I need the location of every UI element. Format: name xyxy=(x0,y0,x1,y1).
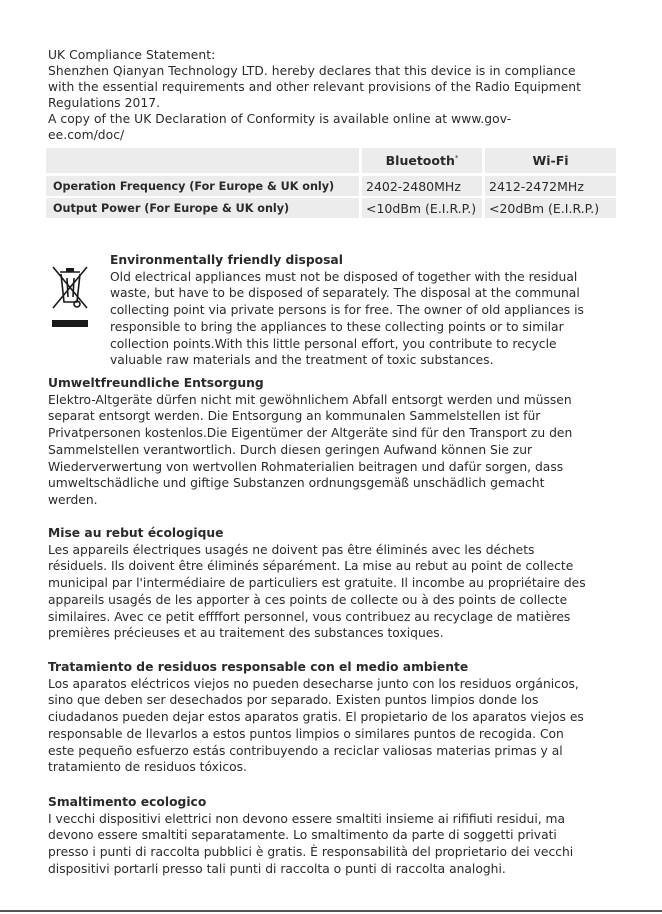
paragraph-line: résiduels. Ils doivent être éliminés séparément. La mise au rebut au point de collecte xyxy=(48,559,574,574)
paragraph-line: tratamiento de residuos tóxicos. xyxy=(48,760,247,775)
row-label: Output Power (For Europe & UK only) xyxy=(46,198,359,218)
paragraph-line: umweltschädliche und giftige Substanzen ordnungsgemäß unschädlich gemacht xyxy=(48,476,545,491)
page-bottom-rule xyxy=(0,910,662,912)
paragraph-line: werden. xyxy=(48,492,98,507)
paragraph-line: collecting point via private persons is for free. The owner of old appliances is xyxy=(110,303,584,318)
bluetooth-power: <10dBm (E.I.R.P.) xyxy=(362,198,482,218)
section-heading: Umweltfreundliche Entsorgung xyxy=(48,376,264,390)
crossed-out-wheelie-bin-icon xyxy=(50,264,90,330)
radio-spec-table xyxy=(46,148,616,218)
paragraph-line: waste, but have to be disposed of separately. The disposal at the communal xyxy=(110,286,580,301)
disposal-section-fr xyxy=(48,525,628,642)
paragraph-line: Privatpersonen kostenlos.Die Eigentümer der Altgeräte sind für den Transport zu den xyxy=(48,426,573,441)
table-header-empty xyxy=(46,148,359,173)
paragraph-line: sino que deben ser desechados por separado. Existen puntos limpios donde los xyxy=(48,693,539,708)
table-header-wifi: Wi-Fi xyxy=(485,148,616,173)
section-heading: Environmentally friendly disposal xyxy=(110,253,343,267)
paragraph-line: presso i punti di raccolta pubblici è gratis. È responsabilità del proprietario dei vecchi xyxy=(48,845,574,860)
paragraph-line: municipal par l'intermédiaire de particuliers est gratuite. Il incombe au propriétaire des xyxy=(48,576,586,591)
paragraph-line: I vecchi dispositivi elettrici non devono essere smaltiti insieme ai rifiﬁuti residui, ma xyxy=(48,811,566,826)
paragraph-line: ciudadanos pueden dejar estos aparatos gratis. El propietario de los aparatos viejos es xyxy=(48,710,584,725)
paragraph-line: collection points.With this little personal effort, you contribute to recycle xyxy=(110,336,557,351)
uk-line: with the essential requirements and other relevant provisions of the Radio Equipment xyxy=(48,80,582,94)
row-label: Operation Frequency (For Europe & UK only) xyxy=(46,176,359,196)
uk-line: Shenzhen Qianyan Technology LTD. hereby declares that this device is in compliance xyxy=(48,64,576,78)
table-row xyxy=(46,176,616,196)
uk-line: A copy of the UK Declaration of Conformity is available online at www.gov- xyxy=(48,112,512,126)
disposal-section-es xyxy=(48,659,628,776)
table-row xyxy=(46,198,616,218)
section-heading: Mise au rebut écologique xyxy=(48,526,224,540)
bluetooth-frequency: 2402-2480MHz xyxy=(362,176,482,196)
paragraph-line: dispositivi portarli presso tali punti di raccolta o punti di raccolta analoghi. xyxy=(48,861,506,876)
paragraph-line: Les appareils électriques usagés ne doivent pas être éliminés avec les déchets xyxy=(48,542,535,557)
paragraph-line: Sammelstellen verantwortlich. Durch diesen geringen Aufwand können Sie zur xyxy=(48,442,533,457)
paragraph-line: Wiederverwertung von wertvollen Rohmaterialien beitragen und dafür sorgen, dass xyxy=(48,459,564,474)
section-heading: Tratamiento de residuos responsable con el medio ambiente xyxy=(48,660,469,674)
paragraph-line: responsable de llevarlos a estos puntos limpios o similares puntos de recogida. Con xyxy=(48,726,564,741)
table-header-bluetooth: Bluetooth* xyxy=(362,148,482,173)
uk-line: ee.com/doc/ xyxy=(48,128,125,142)
paragraph-line: responsible to bring the appliances to these collecting points or to similar xyxy=(110,319,564,334)
disposal-section-de xyxy=(48,375,628,509)
paragraph-line: separat entsorgt werden. Die Entsorgung an kommunalen Sammelstellen ist für xyxy=(48,409,541,424)
uk-line: Regulations 2017. xyxy=(48,96,161,110)
disposal-section-en xyxy=(110,252,625,369)
wifi-power: <20dBm (E.I.R.P.) xyxy=(485,198,616,218)
paragraph-line: Los aparatos eléctricos viejos no pueden desecharse junto con los residuos orgánicos, xyxy=(48,676,579,691)
wifi-frequency: 2412-2472MHz xyxy=(485,176,616,196)
paragraph-line: este pequeño esfuerzo estás contribuyendo a reciclar valiosas materias primas y al xyxy=(48,743,563,758)
paragraph-line: devono essere smaltiti separatamente. Lo smaltimento da parte di soggetti privati xyxy=(48,828,557,843)
paragraph-line: Elektro-Altgeräte dürfen nicht mit gewöhnlichem Abfall entsorgt werden und müssen xyxy=(48,392,572,407)
paragraph-line: Old electrical appliances must not be disposed of together with the residual xyxy=(110,269,578,284)
paragraph-line: valuable raw materials and the treatment of toxic substances. xyxy=(110,353,494,368)
paragraph-line: premières précieuses et au traitement des substances toxiques. xyxy=(48,626,444,641)
uk-line: UK Compliance Statement: xyxy=(48,48,216,62)
disposal-section-it xyxy=(48,794,628,878)
section-heading: Smaltimento ecologico xyxy=(48,795,207,809)
paragraph-line: appareils usagés de les apporter à ces points de collecte ou à des points de collecte xyxy=(48,592,568,607)
paragraph-line: similaires. Avec ce petit effffort personnel, vous contribuez au recyclage de matières xyxy=(48,609,571,624)
uk-compliance-statement xyxy=(48,47,628,143)
table-header-row xyxy=(46,148,616,173)
